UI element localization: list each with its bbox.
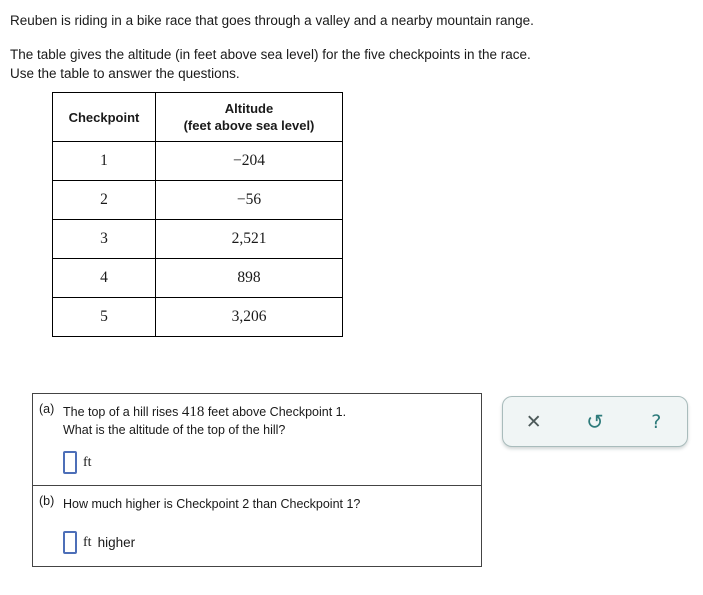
question-a <box>32 393 482 486</box>
help-icon: ? <box>651 410 662 433</box>
question-b <box>32 485 482 567</box>
answer-b-unit: ft <box>83 534 92 550</box>
table-row <box>53 259 343 298</box>
table-row <box>53 181 343 220</box>
help-button[interactable] <box>636 402 676 442</box>
table-row <box>53 142 343 181</box>
answer-input-b[interactable] <box>63 531 77 554</box>
altitude-cell: 2,521 <box>156 220 343 259</box>
checkpoint-cell: 1 <box>53 142 156 181</box>
intro-line-2: The table gives the altitude (in feet above sea level) for the five checkpoints in the race. <box>10 47 531 62</box>
close-icon: ✕ <box>525 410 542 433</box>
header-checkpoint: Checkpoint <box>53 93 156 142</box>
table-row <box>53 298 343 337</box>
header-altitude-line1: Altitude <box>224 101 274 116</box>
question-a-line1 <box>63 403 473 421</box>
undo-button[interactable] <box>575 402 615 442</box>
question-b-label: (b) <box>39 494 55 508</box>
checkpoint-cell: 5 <box>53 298 156 337</box>
header-altitude-line2: (feet above sea level) <box>183 118 315 133</box>
question-a-text-after: feet above Checkpoint 1. <box>207 405 347 419</box>
answer-toolbar <box>502 396 688 447</box>
question-a-line2: What is the altitude of the top of the hill? <box>63 423 286 437</box>
answer-a-unit: ft <box>83 454 92 470</box>
answer-input-a[interactable] <box>63 451 77 474</box>
altitude-cell: 898 <box>156 259 343 298</box>
question-b-body <box>63 493 473 554</box>
undo-icon: ↺ <box>586 409 604 434</box>
question-a-body <box>63 401 473 474</box>
close-button[interactable] <box>514 402 554 442</box>
answer-row-b <box>63 531 473 554</box>
intro-sentence: Reuben is riding in a bike race that goes through a valley and a nearby mountain range. <box>10 13 534 28</box>
answer-row-a <box>63 451 473 474</box>
question-a-number: 418 <box>181 404 205 420</box>
intro-line-3: Use the table to answer the questions. <box>10 66 240 81</box>
table-row <box>53 220 343 259</box>
header-altitude <box>156 93 343 142</box>
intro-paragraph <box>10 45 531 83</box>
checkpoint-cell: 2 <box>53 181 156 220</box>
altitude-cell: −56 <box>156 181 343 220</box>
altitude-table <box>52 92 343 337</box>
question-a-text-before: The top of a hill rises <box>63 405 179 419</box>
table-header-row <box>53 93 343 142</box>
checkpoint-cell: 3 <box>53 220 156 259</box>
question-b-text: How much higher is Checkpoint 2 than Checkpoint 1? <box>63 497 361 511</box>
altitude-cell: −204 <box>156 142 343 181</box>
question-panel <box>32 393 482 567</box>
altitude-cell: 3,206 <box>156 298 343 337</box>
checkpoint-cell: 4 <box>53 259 156 298</box>
answer-b-suffix: higher <box>97 534 136 550</box>
question-a-label: (a) <box>39 402 55 416</box>
